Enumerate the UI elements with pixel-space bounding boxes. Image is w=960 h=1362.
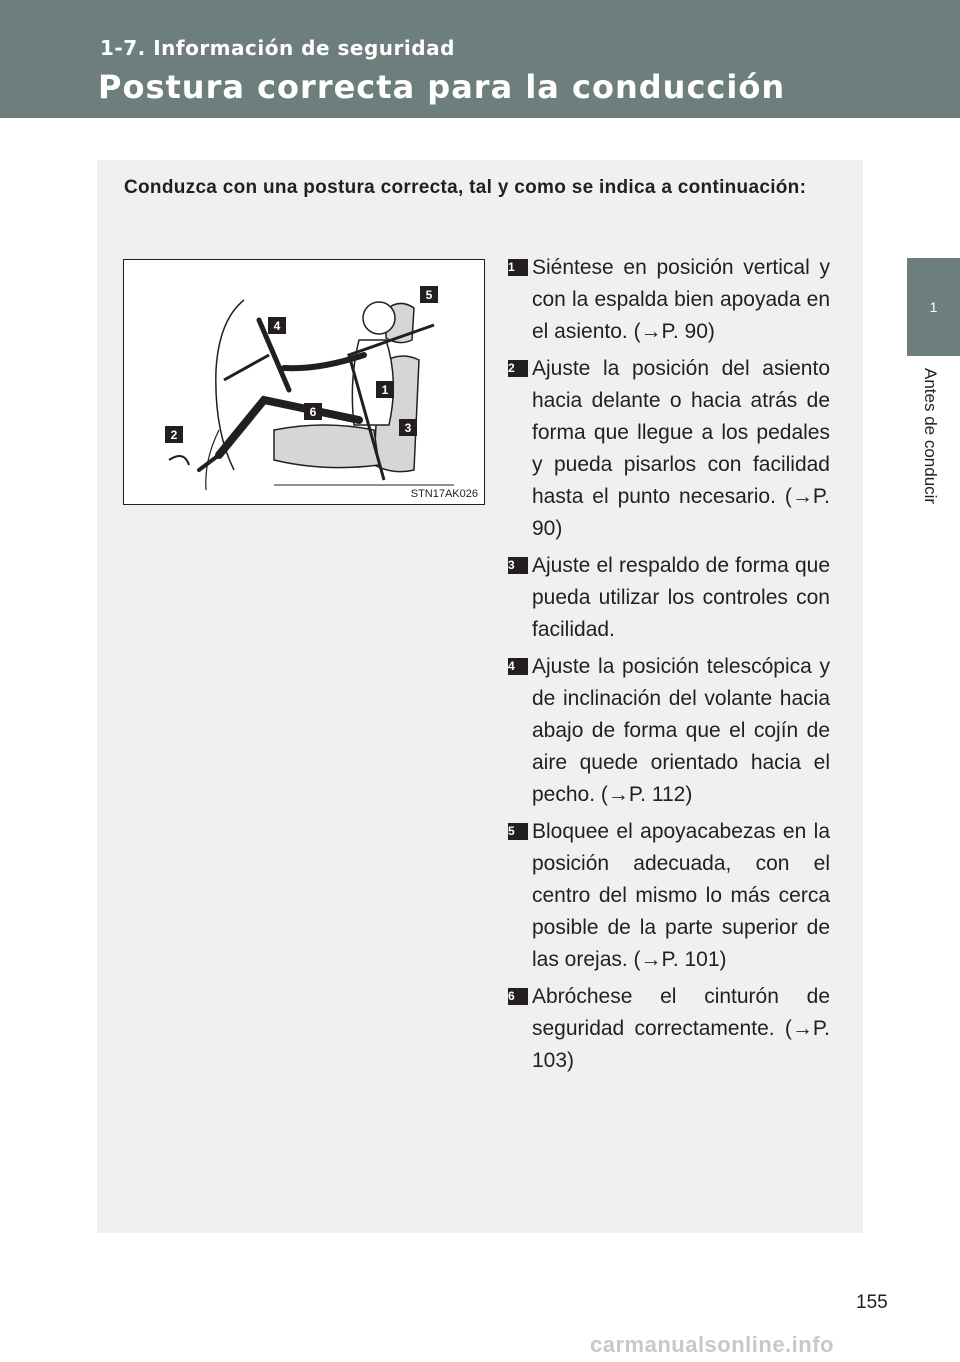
watermark-text: carmanualsonline.info — [590, 1332, 834, 1357]
svg-text:5: 5 — [425, 288, 433, 302]
callout-6 — [304, 403, 322, 420]
callout-1 — [376, 381, 394, 398]
step-number-badge: 1 — [508, 259, 528, 276]
page-title: Postura correcta para la conducción — [98, 68, 786, 106]
step-text: Abróchese el cinturón de seguridad correctamente. (→P. 103) — [532, 985, 830, 1072]
step-number-badge: 5 — [508, 823, 528, 840]
svg-text:2: 2 — [170, 428, 178, 442]
callout-5 — [420, 286, 438, 303]
step-text: Ajuste la posición telescópica y de inclinación del volante hacia abajo de forma que el cojín de aire quede orientado hacia el pecho. (→P. 112) — [532, 655, 830, 806]
step-text: Bloquee el apoyacabezas en la posición adecuada, con el centro del mismo lo más cerca posible de la parte superior de las orejas. (→P. 101) — [532, 820, 830, 971]
step-item-3 — [508, 550, 830, 646]
step-item-5 — [508, 816, 830, 976]
callout-3 — [399, 419, 417, 436]
driver-seat-drawing — [124, 260, 484, 504]
figure-code: STN17AK026 — [410, 488, 478, 500]
callout-4 — [268, 317, 286, 334]
callout-2 — [165, 426, 183, 443]
page-header — [0, 0, 960, 118]
step-item-1 — [508, 252, 830, 348]
step-item-4 — [508, 651, 830, 811]
svg-text:4: 4 — [273, 319, 281, 333]
posture-steps-list — [508, 252, 830, 1082]
step-text: Ajuste el respaldo de forma que pueda utilizar los controles con facilidad. — [532, 554, 830, 641]
chapter-label: Antes de conducir — [921, 368, 940, 505]
step-number-badge: 4 — [508, 658, 528, 675]
section-label: 1-7. Información de seguridad — [100, 36, 455, 60]
svg-text:3: 3 — [404, 421, 412, 435]
intro-text: Conduzca con una postura correcta, tal y como se indica a continuación: — [124, 177, 807, 198]
step-number-badge: 6 — [508, 988, 528, 1005]
driving-posture-illustration — [123, 259, 485, 505]
page-number: 155 — [856, 1292, 888, 1313]
step-text: Ajuste la posición del asiento hacia delante o hacia atrás de forma que llegue a los pedales y pueda pisarlos con facilidad hasta el punto necesario. (→P. 90) — [532, 357, 830, 540]
svg-text:1: 1 — [381, 383, 389, 397]
step-item-2 — [508, 353, 830, 545]
step-item-6 — [508, 981, 830, 1077]
chapter-tab: 1 — [907, 258, 960, 356]
step-number-badge: 2 — [508, 360, 528, 377]
svg-text:6: 6 — [309, 405, 317, 419]
step-number-badge: 3 — [508, 557, 528, 574]
step-text: Siéntese en posición vertical y con la espalda bien apoyada en el asiento. (→P. 90) — [532, 256, 830, 343]
